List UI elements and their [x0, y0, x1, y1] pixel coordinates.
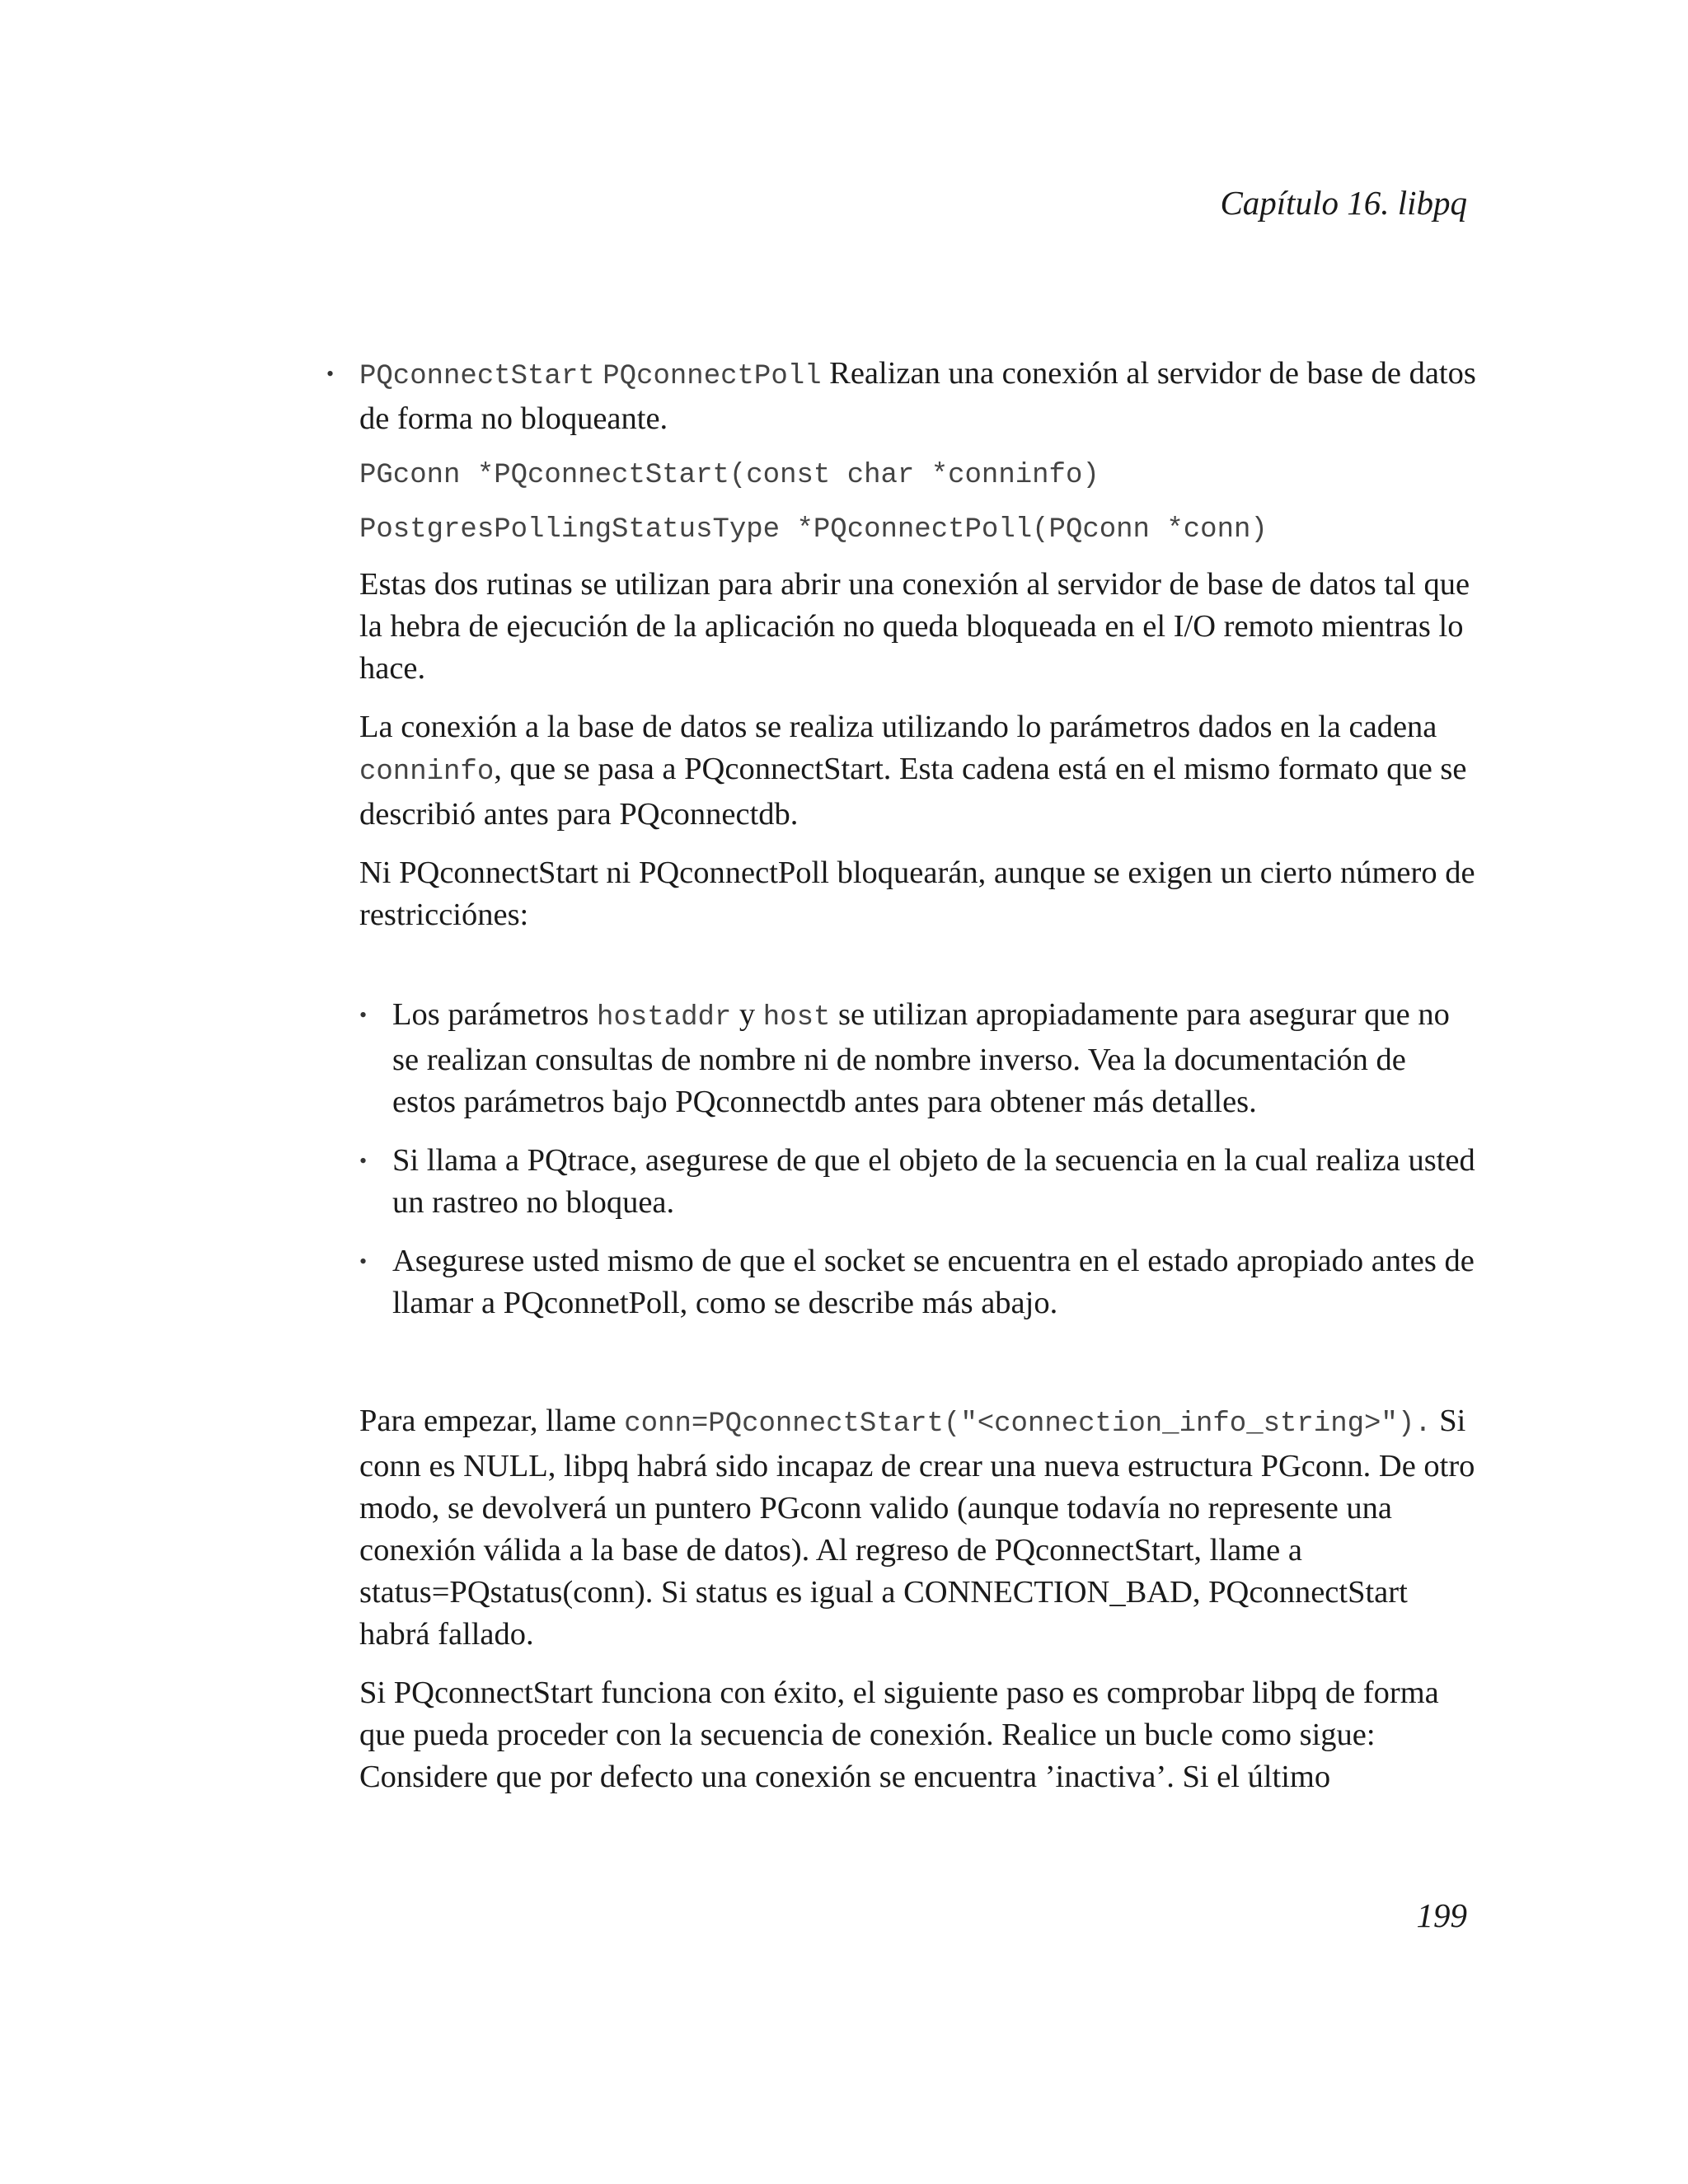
- item-lead-paragraph: [359, 353, 1476, 440]
- paragraph-purpose: Estas dos rutinas se utilizan para abrir una conexión al servidor de base de datos tal que la hebra de ejecución de la aplicación no queda bloqueada en el I/O remoto mientras lo hace.: [359, 567, 1470, 686]
- bullet-icon: •: [359, 1003, 368, 1027]
- signature-connect-start: PGconn *PQconnectStart(const char *conninfo): [359, 460, 1100, 491]
- function-name-poll: PQconnectPoll: [603, 361, 822, 392]
- restriction-item: [359, 994, 1476, 1123]
- page-number: 199: [1416, 1896, 1467, 1934]
- host-code: host: [762, 1002, 831, 1033]
- paragraph-conninfo: [359, 706, 1476, 836]
- paragraph-start-procedure: [359, 1400, 1476, 1656]
- restriction-text: Si llama a PQtrace, asegurese de que el objeto de la secuencia en la cual realiza usted un rastreo no bloquea.: [392, 1143, 1475, 1220]
- bullet-icon: •: [326, 362, 335, 386]
- hostaddr-code: hostaddr: [597, 1002, 732, 1033]
- paragraph-poll-loop: Si PQconnectStart funciona con éxito, el siguiente paso es comprobar libpq de forma que pueda proceder con la secuencia de conexión. Realice un bucle como sigue: Considere que por defecto una conexión se encuentra ’inactiva’. Si el último: [359, 1675, 1439, 1794]
- restriction-item: [359, 1240, 1476, 1324]
- start-text-after: Si conn es NULL, libpq habrá sido incapaz de crear una nueva estructura PGconn. De otro modo, se devolverá un puntero PGconn valido (aunque todavía no represente una conexión válida a la base de datos). Al regreso de PQconnectStart, llame a status=PQstatus(conn). Si status es igual a CONNECTION_BAD, PQconnectStart habrá fallado.: [359, 1404, 1475, 1652]
- conninfo-text-after: , que se pasa a PQconnectStart. Esta cadena está en el mismo formato que se describió antes para PQconnectdb.: [359, 752, 1467, 832]
- bullet-icon: •: [359, 1149, 368, 1173]
- conninfo-text-before: La conexión a la base de datos se realiza utilizando lo parámetros dados en la cadena: [359, 710, 1437, 744]
- restriction-text: se utilizan apropiadamente para asegurar que no se realizan consultas de nombre ni de nombre inverso. Vea la documentación de estos parámetros bajo PQconnectdb antes para obtener más detalles.: [392, 997, 1450, 1119]
- paragraph-restrictions-intro: Ni PQconnectStart ni PQconnectPoll bloquearán, aunque se exigen un cierto número de restricciónes:: [359, 855, 1475, 932]
- body-text: [326, 353, 1476, 1815]
- signature-connect-poll: PostgresPollingStatusType *PQconnectPoll(PQconn *conn): [359, 514, 1268, 546]
- restrictions-list: [359, 994, 1476, 1324]
- start-text-before: Para empezar, llame: [359, 1404, 617, 1438]
- bullet-icon: •: [359, 1249, 368, 1273]
- function-name-start: PQconnectStart: [359, 361, 595, 392]
- restriction-item: [359, 1140, 1476, 1224]
- function-list-item: [326, 353, 1476, 1798]
- restriction-text: y: [738, 997, 756, 1032]
- restriction-text: Los parámetros: [392, 997, 589, 1032]
- connect-start-call-code: conn=PQconnectStart("<connection_info_string>").: [624, 1408, 1432, 1440]
- running-header: Capítulo 16. libpq: [1220, 184, 1467, 222]
- lead-text: Realizan una conexión al servidor de base de datos de forma no bloqueante.: [359, 356, 1476, 436]
- restriction-text: Asegurese usted mismo de que el socket se encuentra en el estado apropiado antes de llamar a PQconnetPoll, como se describe más abajo.: [392, 1244, 1475, 1320]
- conninfo-code: conninfo: [359, 757, 495, 788]
